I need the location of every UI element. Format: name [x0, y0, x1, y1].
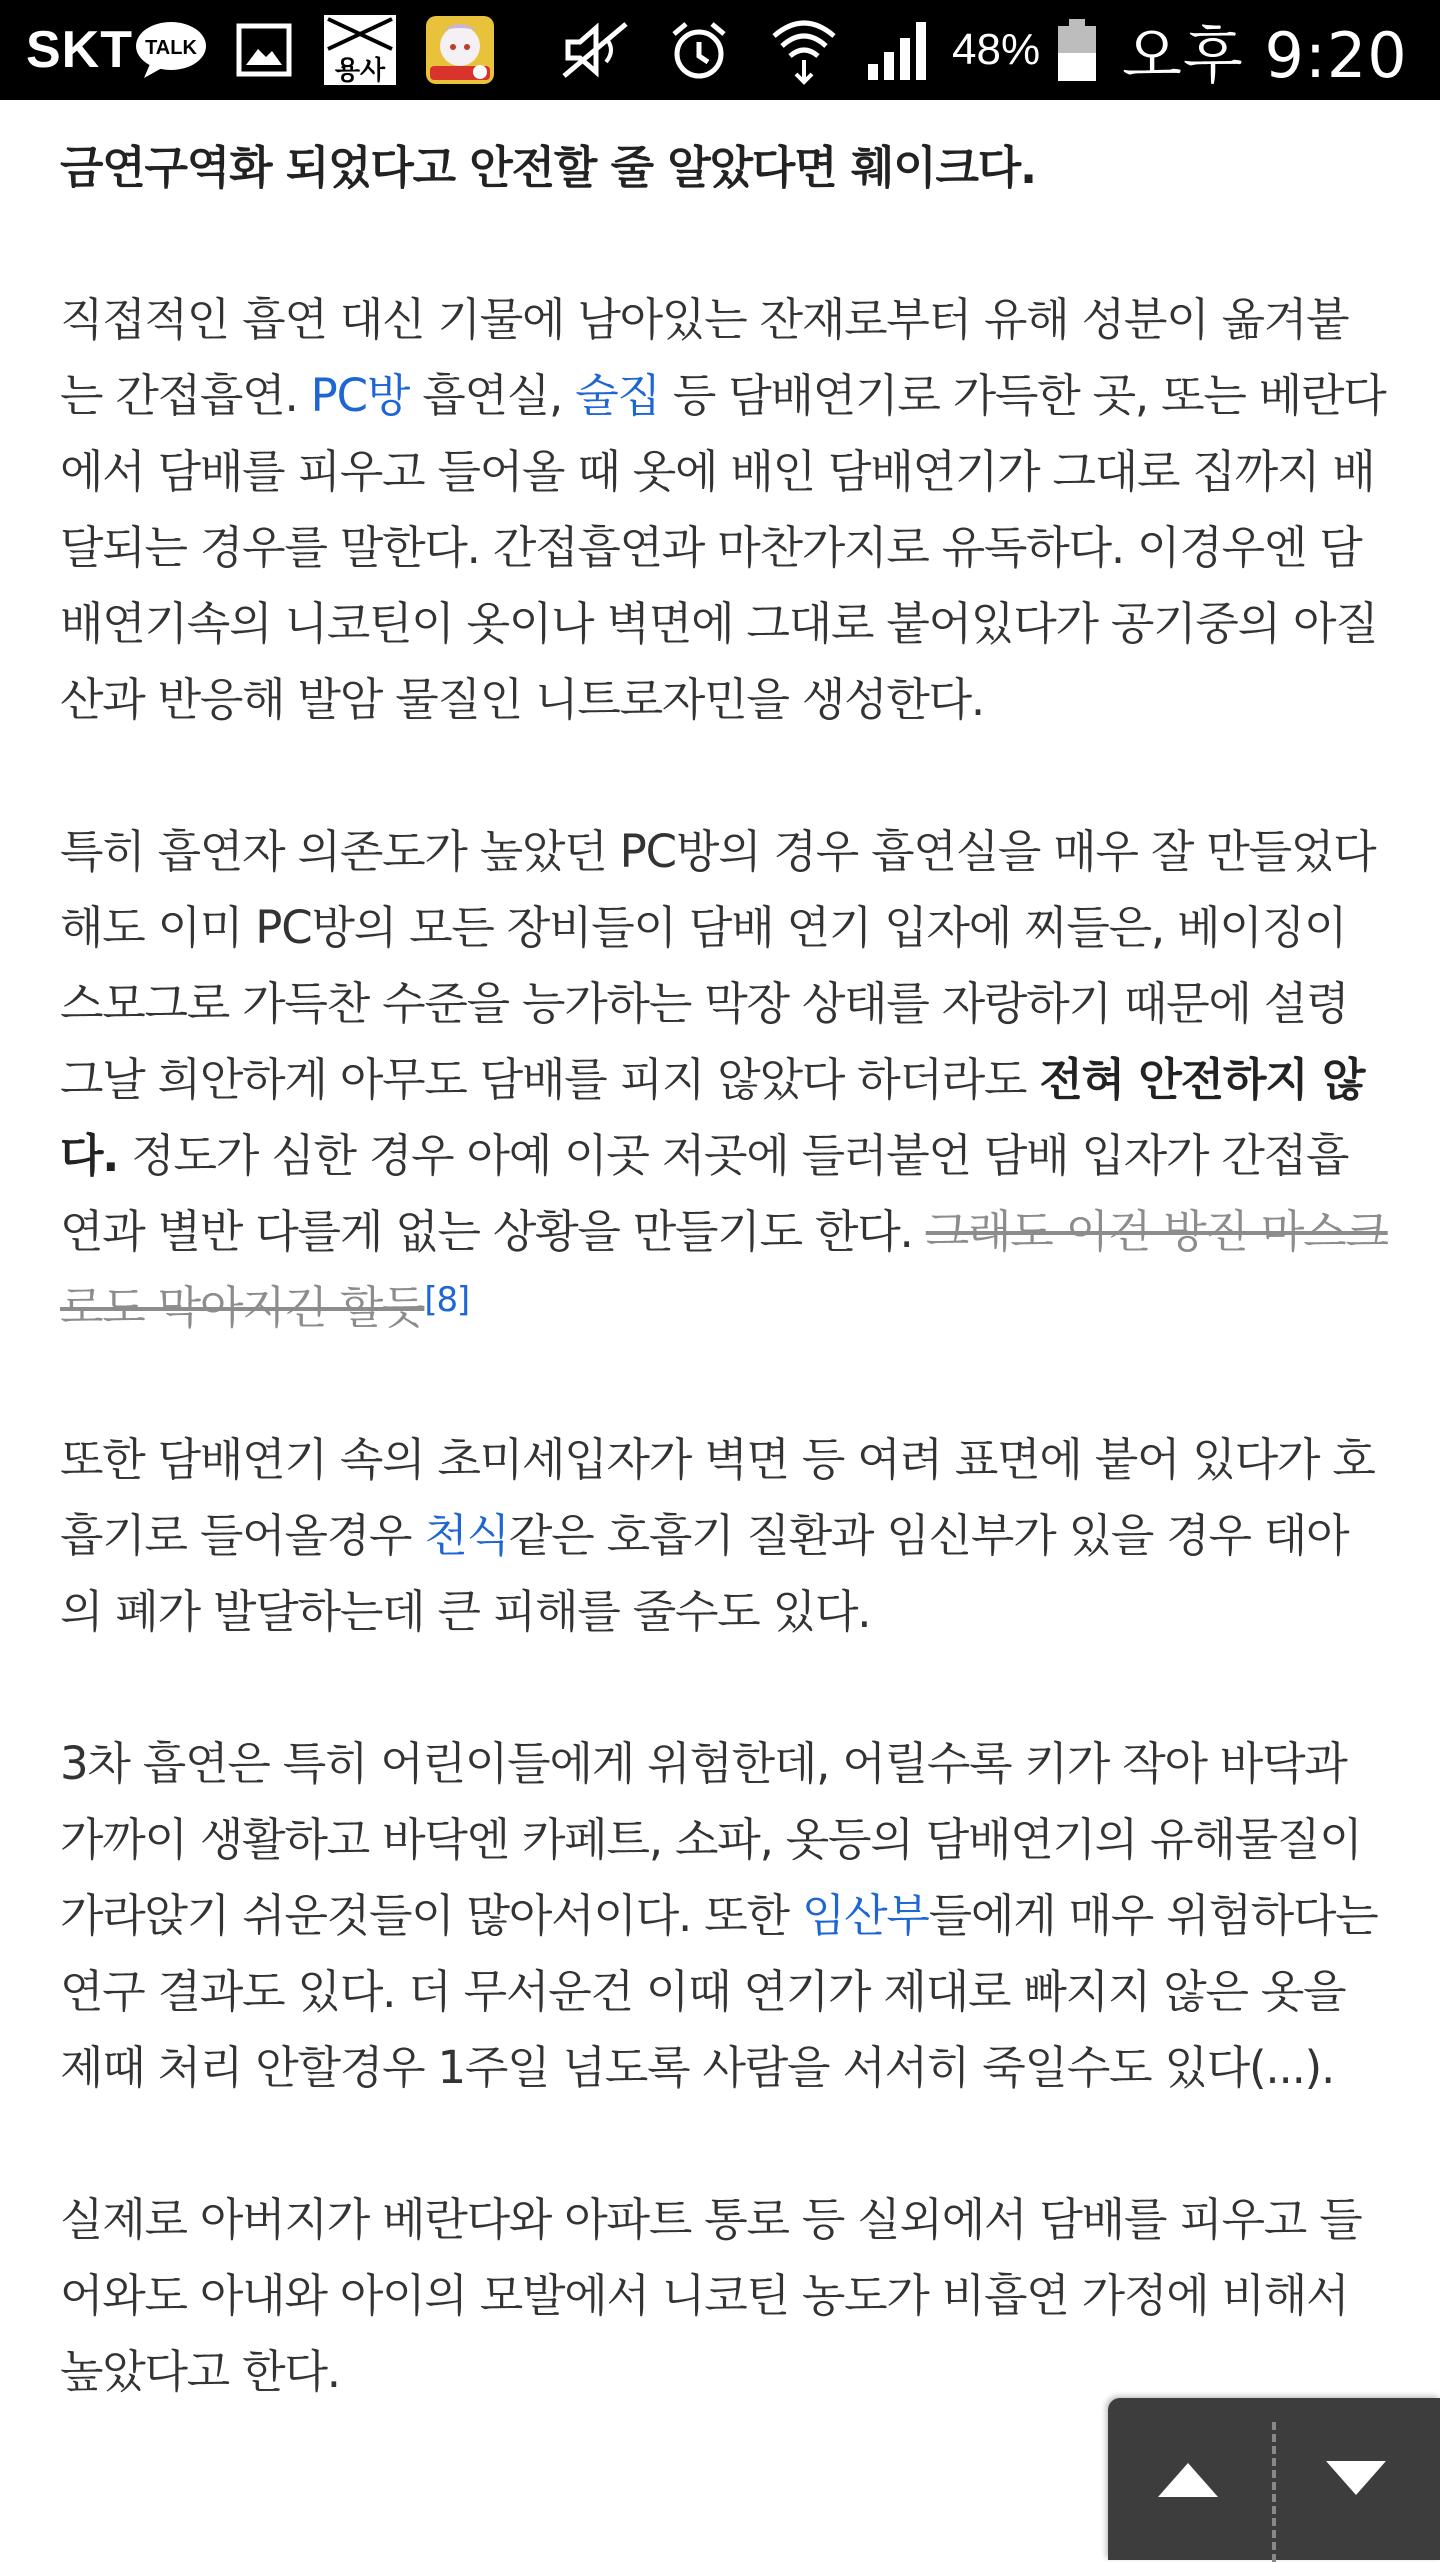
text-run: 흡연실, [409, 369, 576, 422]
strikethrough-text: 그래도 이건 방진 마스크로도 막아지긴 할듯 [60, 1205, 1388, 1334]
scroll-up-button[interactable] [1108, 2398, 1268, 2560]
text-run: 들에게 매우 위험하다는 연구 결과도 있다. 더 무서운건 이때 연기가 제대로 빠지지 않은 옷을 제때 처리 안할경우 1주일 넘도록 사람을 서서히 죽일수도 있다(...). [60, 1889, 1378, 2094]
carrier-label: SKT [26, 21, 133, 79]
lead-sentence: 금연구역화 되었다고 안전할 줄 알았다면 훼이크다. [60, 141, 1036, 194]
alarm-icon [668, 0, 730, 100]
status-bar [0, 0, 1440, 100]
footnote-link[interactable]: [8] [424, 1280, 469, 1320]
text-run: 3차 흡연은 특히 어린이들에게 위험한데, 어릴수록 키가 작아 바닥과 가까이 생활하고 바닥엔 카페트, 소파, 옷등의 담배연기의 유해물질이 가라앉기 쉬운것들이 많아서이다. 또한 [60, 1737, 1362, 1942]
link-asthma[interactable]: 천식 [424, 1509, 509, 1562]
talk-badge-text: TALK [145, 37, 197, 59]
status-clock: 오후 9:20 [1122, 18, 1408, 92]
wifi-icon [768, 0, 840, 100]
news-badge-text: 용사 [334, 56, 386, 86]
scroll-down-button[interactable] [1276, 2398, 1436, 2560]
link-pc-bang[interactable]: PC방 [310, 369, 410, 422]
paragraph-2 [60, 814, 1390, 1346]
text-run: 등 담배연기로 가득한 곳, 또는 베란다에서 담배를 피우고 들어올 때 옷에 배인 담배연기가 그대로 집까지 배달되는 경우를 말한다. 간접흡연과 마찬가지로 유독하다. 이경우엔 담배연기속의 니코틴이 옷이나 벽면에 그대로 붙어있다가 공기중의 아질산과 반응해 발암 물질인 니트로자민을 생성한다. [60, 369, 1386, 726]
link-bar[interactable]: 술집 [575, 369, 660, 422]
paragraph-4 [60, 1726, 1390, 2106]
scroll-widget [1108, 2398, 1440, 2560]
paragraph-1 [60, 282, 1390, 738]
talk-icon [134, 0, 208, 100]
signal-icon [866, 0, 932, 100]
arrow-down-icon [1322, 2459, 1390, 2499]
gallery-icon [236, 0, 292, 100]
news-icon [322, 0, 398, 100]
text-run: 또한 담배연기 속의 초미세입자가 벽면 등 여려 표면에 붙어 있다가 호흡기로 들어올경우 [60, 1433, 1375, 1562]
link-pregnant-woman[interactable]: 임산부 [801, 1889, 929, 1942]
mute-icon [560, 0, 632, 100]
game-icon [424, 0, 496, 100]
text-run: 실제로 아버지가 베란다와 아파트 통로 등 실외에서 담배를 피우고 들어와도 아내와 아이의 모발에서 니코틴 농도가 비흡연 가정에 비해서 높았다고 한다. [60, 2193, 1362, 2398]
text-run: 정도가 심한 경우 아예 이곳 저곳에 들러붙언 담배 입자가 간접흡연과 별반 다를게 없는 상황을 만들기도 한다. [60, 1129, 1349, 1258]
battery-icon [1056, 0, 1098, 100]
article-body [60, 130, 1390, 2486]
paragraph-3 [60, 1422, 1390, 1650]
battery-percent: 48% [952, 25, 1041, 74]
text-run: 직접적인 흡연 대신 기물에 남아있는 잔재로부터 유해 성분이 옮겨붙는 간접흡연. [60, 293, 1349, 422]
arrow-up-icon [1154, 2459, 1222, 2499]
emphasis-text: 전혀 안전하지 않다. [60, 1053, 1365, 1182]
paragraph-5 [60, 2182, 1390, 2410]
text-run: 같은 호흡기 질환과 임신부가 있을 경우 태아의 폐가 발달하는데 큰 피해를 줄수도 있다. [60, 1509, 1349, 1638]
text-run: 특히 흡연자 의존도가 높았던 PC방의 경우 흡연실을 매우 잘 만들었다해도 이미 PC방의 모든 장비들이 담배 연기 입자에 찌들은, 베이징이 스모그로 가득찬 수준을 능가하는 막장 상태를 자랑하기 때문에 설령 그날 희안하게 아무도 담배를 피지 않았다 하더라도 [60, 825, 1376, 1106]
